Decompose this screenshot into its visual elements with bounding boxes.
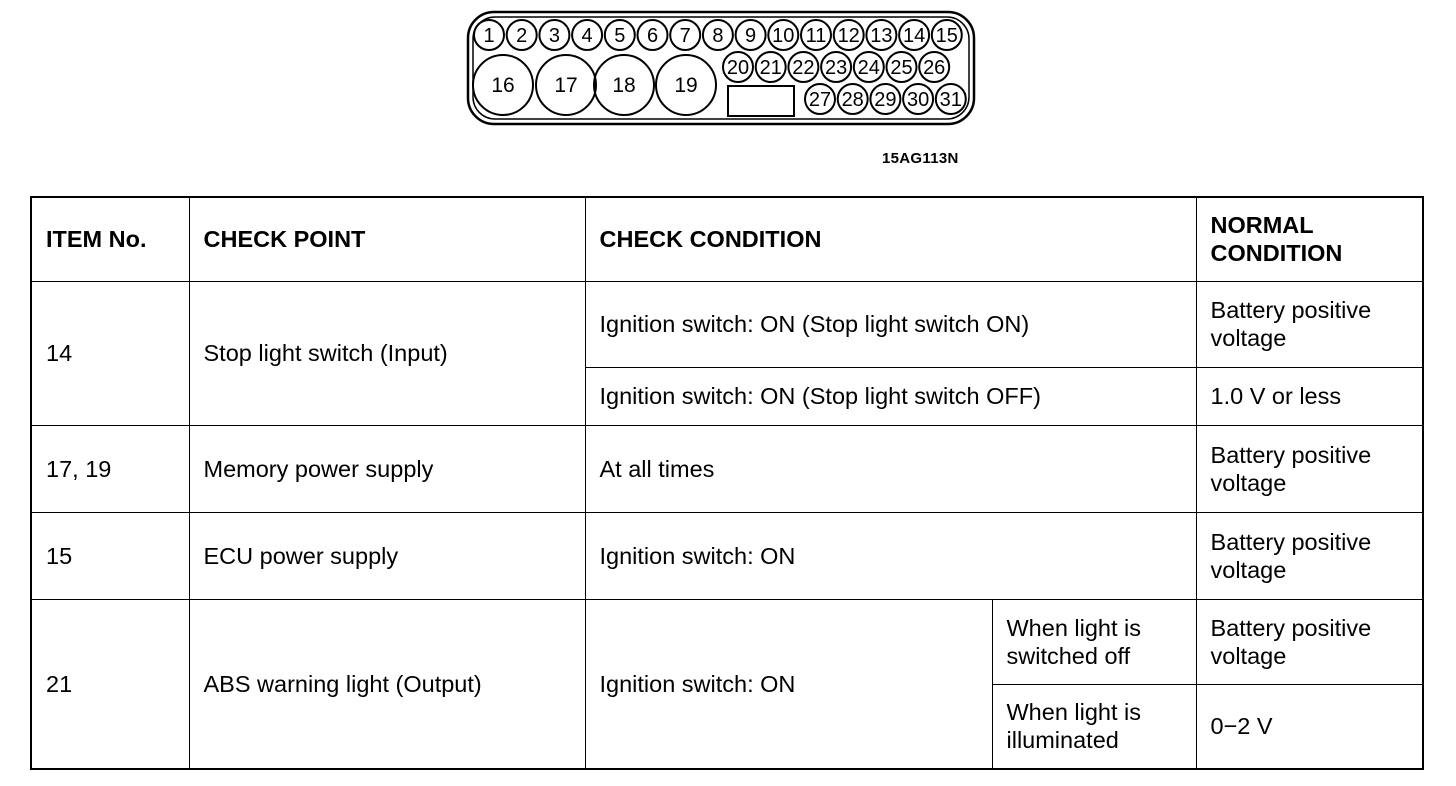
connector-pin-label: 9 xyxy=(745,25,757,47)
header-item-no: ITEM No. xyxy=(31,197,189,281)
table-row xyxy=(31,512,1423,599)
table-header-row xyxy=(31,197,1423,281)
connector-pin-label: 26 xyxy=(923,57,946,79)
cell-check-point: ECU power supply xyxy=(189,512,585,599)
connector-pin-label: 17 xyxy=(554,74,578,97)
connector-pin-label: 31 xyxy=(939,89,962,111)
cell-item-no: 17, 19 xyxy=(31,425,189,512)
cell-normal-condition: Battery positive voltage xyxy=(1196,512,1423,599)
table-row xyxy=(31,599,1423,684)
connector-key xyxy=(728,86,794,116)
cell-check-condition: Ignition switch: ON xyxy=(585,599,992,769)
cell-item-no: 14 xyxy=(31,281,189,425)
pins-middle-row xyxy=(723,52,949,82)
connector-pin-label: 4 xyxy=(581,25,593,47)
cell-check-condition: Ignition switch: ON (Stop light switch OFF) xyxy=(585,367,1196,425)
connector-pin-label: 3 xyxy=(548,25,560,47)
connector-pin-label: 20 xyxy=(726,57,750,79)
cell-normal-condition: Battery positive voltage xyxy=(1196,425,1423,512)
pins-bottom-row xyxy=(805,84,966,114)
connector-pin-label: 16 xyxy=(491,74,515,97)
connector-pin-label: 8 xyxy=(712,25,724,47)
connector-pin-label: 22 xyxy=(792,57,815,79)
table-row xyxy=(31,425,1423,512)
cell-check-condition: At all times xyxy=(585,425,1196,512)
header-check-point: CHECK POINT xyxy=(189,197,585,281)
cell-normal-condition: Battery positive voltage xyxy=(1196,599,1423,684)
connector-pin-label: 29 xyxy=(874,89,897,111)
connector-pin-label: 21 xyxy=(759,57,782,79)
cell-normal-condition: Battery positive voltage xyxy=(1196,281,1423,367)
connector-pin-label: 27 xyxy=(808,89,832,111)
check-table xyxy=(30,196,1424,770)
header-check-condition: CHECK CONDITION xyxy=(585,197,1196,281)
connector-pin-label: 30 xyxy=(906,89,930,111)
connector-pin-label: 25 xyxy=(890,57,913,79)
cell-item-no: 15 xyxy=(31,512,189,599)
connector-pin-label: 6 xyxy=(646,25,659,47)
connector-pin-label: 10 xyxy=(772,25,795,47)
connector-pin-label: 14 xyxy=(902,25,926,47)
cell-normal-condition: 1.0 V or less xyxy=(1196,367,1423,425)
connector-pin-label: 5 xyxy=(614,25,626,47)
cell-check-point: ABS warning light (Output) xyxy=(189,599,585,769)
pins-big-row xyxy=(473,55,716,115)
connector-pin-label: 2 xyxy=(516,25,528,47)
connector-pin-label: 18 xyxy=(612,74,636,97)
cell-check-point: Stop light switch (Input) xyxy=(189,281,585,425)
connector-pin-label: 7 xyxy=(679,25,691,47)
connector-pin-label: 23 xyxy=(824,57,848,79)
connector-pin-label: 11 xyxy=(805,25,827,47)
connector-pin-label: 12 xyxy=(837,25,860,47)
pins-top-row xyxy=(474,20,962,50)
connector-pin-label: 15 xyxy=(935,25,958,47)
connector-pin-label: 13 xyxy=(870,25,893,47)
connector-pin-label: 24 xyxy=(857,57,880,79)
cell-check-point: Memory power supply xyxy=(189,425,585,512)
cell-normal-condition: 0−2 V xyxy=(1196,684,1423,769)
cell-check-condition: Ignition switch: ON (Stop light switch ON) xyxy=(585,281,1196,367)
cell-check-condition: Ignition switch: ON xyxy=(585,512,1196,599)
cell-sub-condition: When light is illuminated xyxy=(992,684,1196,769)
connector-pin-label: 1 xyxy=(483,25,495,47)
connector-pin-label: 19 xyxy=(674,74,698,97)
header-normal-condition: NORMAL CONDITION xyxy=(1196,197,1423,281)
connector-diagram xyxy=(466,10,976,126)
figure-code: 15AG113N xyxy=(882,150,959,167)
cell-sub-condition: When light is switched off xyxy=(992,599,1196,684)
cell-item-no: 21 xyxy=(31,599,189,769)
table-row xyxy=(31,281,1423,367)
connector-pin-label: 28 xyxy=(841,89,864,111)
